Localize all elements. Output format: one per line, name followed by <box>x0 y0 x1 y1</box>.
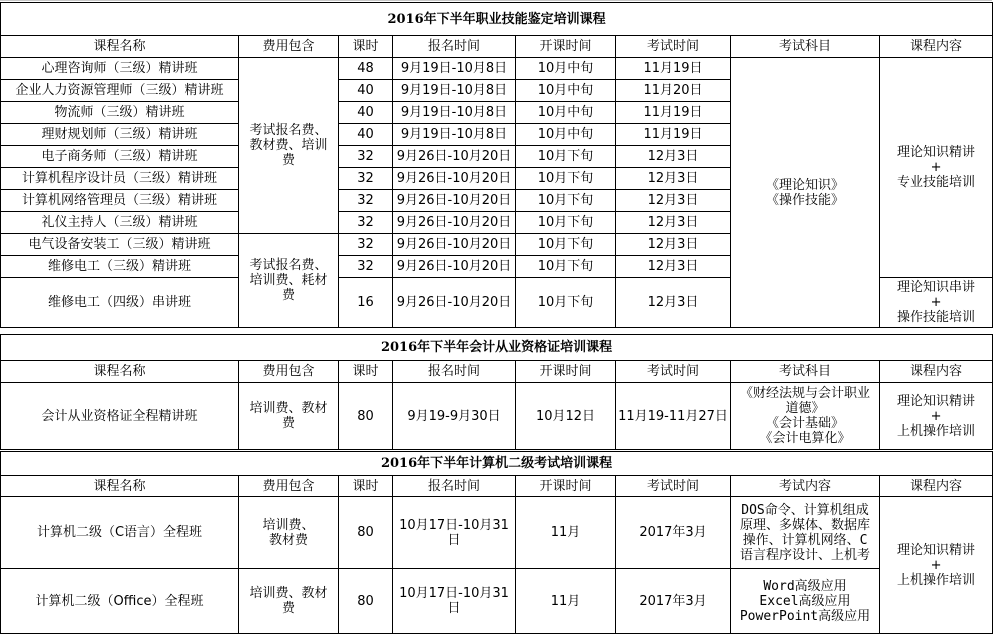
exam-time: 11月19-11月27日 <box>616 383 731 450</box>
exam-time: 11月19日 <box>616 58 731 80</box>
content-line: 专业技能培训 <box>897 175 976 190</box>
signup-time: 9月26日-10月20日 <box>393 278 516 328</box>
header-fee: 费用包含 <box>239 476 339 497</box>
hours: 16 <box>339 278 393 328</box>
hours: 80 <box>339 569 393 634</box>
signup-time: 10月17日-10月31日 <box>393 569 516 634</box>
exam-time: 12月3日 <box>616 168 731 190</box>
content-cell <box>880 497 993 634</box>
header-signup: 报名时间 <box>393 361 516 383</box>
exam-time: 11月19日 <box>616 124 731 146</box>
signup-time: 9月26日-10月20日 <box>393 146 516 168</box>
content-line: + <box>930 160 942 175</box>
header-hours: 课时 <box>339 361 393 383</box>
section2-header-row <box>1 361 993 383</box>
header-hours: 课时 <box>339 476 393 497</box>
fee-cell <box>239 58 339 234</box>
content-cell <box>880 278 993 328</box>
header-content: 课程内容 <box>880 36 993 58</box>
hours: 32 <box>339 234 393 256</box>
start-time: 10月下旬 <box>516 212 616 234</box>
fee-line: 费 <box>281 153 295 168</box>
header-course-name: 课程名称 <box>1 36 239 58</box>
fee-line: 费 <box>281 601 295 616</box>
fee-line: 教材费、培训 <box>249 138 328 153</box>
start-time: 10月下旬 <box>516 190 616 212</box>
exam-content-line: PowerPoint高级应用 <box>739 608 871 624</box>
content-cell <box>880 58 993 278</box>
hours: 40 <box>339 102 393 124</box>
header-content: 课程内容 <box>880 476 993 497</box>
subject-line: 道德》 <box>785 401 825 416</box>
signup-time: 9月26日-10月20日 <box>393 256 516 278</box>
signup-time: 9月26日-10月20日 <box>393 190 516 212</box>
course-name: 计算机程序设计员（三级）精讲班 <box>1 168 239 190</box>
start-time: 10月下旬 <box>516 278 616 328</box>
hours: 32 <box>339 190 393 212</box>
start-time: 10月中旬 <box>516 124 616 146</box>
start-time: 10月12日 <box>516 383 616 450</box>
fee-line: 费 <box>281 416 295 431</box>
header-fee: 费用包含 <box>239 36 339 58</box>
section3-header-row <box>1 476 993 497</box>
exam-content-line: 语言程序设计、上机考 <box>739 547 870 563</box>
header-hours: 课时 <box>339 36 393 58</box>
start-time: 11月 <box>516 497 616 569</box>
exam-time: 12月3日 <box>616 212 731 234</box>
header-exam-content: 考试内容 <box>731 476 880 497</box>
header-start: 开课时间 <box>516 476 616 497</box>
exam-time: 12月3日 <box>616 256 731 278</box>
exam-time: 12月3日 <box>616 146 731 168</box>
content-line: 上机操作培训 <box>897 423 976 439</box>
header-exam-time: 考试时间 <box>616 476 731 497</box>
exam-content-line: 操作、计算机网络、C <box>742 532 868 548</box>
subjects-cell <box>731 383 880 450</box>
course-name: 心理咨询师（三级）精讲班 <box>1 58 239 80</box>
subjects-cell <box>731 58 880 328</box>
fee-line: 培训费、 <box>262 517 315 533</box>
header-exam-time: 考试时间 <box>616 361 731 383</box>
fee-cell <box>239 234 339 328</box>
start-time: 11月 <box>516 569 616 634</box>
subject-line: 《财经法规与会计职业 <box>739 386 870 401</box>
exam-content-cell <box>731 497 880 569</box>
hours: 32 <box>339 212 393 234</box>
start-time: 10月下旬 <box>516 234 616 256</box>
course-name: 计算机二级（Office）全程班 <box>1 569 239 634</box>
start-time: 10月下旬 <box>516 146 616 168</box>
signup-time: 9月19日-10月8日 <box>393 124 516 146</box>
signup-time: 10月17日-10月31日 <box>393 497 516 569</box>
section2-title: 2016年下半年会计从业资格证培训课程 <box>1 335 993 361</box>
content-line: + <box>930 295 942 310</box>
header-signup: 报名时间 <box>393 476 516 497</box>
exam-time: 12月3日 <box>616 278 731 328</box>
start-time: 10月中旬 <box>516 58 616 80</box>
content-line: 操作技能培训 <box>897 310 976 325</box>
course-name: 计算机二级（C语言）全程班 <box>1 497 239 569</box>
fee-line: 培训费、教材 <box>249 401 328 416</box>
course-name: 会计从业资格证全程精讲班 <box>1 383 239 450</box>
content-line: 上机操作培训 <box>897 572 976 588</box>
hours: 48 <box>339 58 393 80</box>
content-line: + <box>930 408 942 424</box>
course-name: 礼仪主持人（三级）精讲班 <box>1 212 239 234</box>
course-name: 理财规划师（三级）精讲班 <box>1 124 239 146</box>
start-time: 10月下旬 <box>516 168 616 190</box>
hours: 80 <box>339 383 393 450</box>
table-row <box>1 58 993 80</box>
signup-time: 9月26日-10月20日 <box>393 234 516 256</box>
header-exam-time: 考试时间 <box>616 36 731 58</box>
exam-content-line: DOS命令、计算机组成 <box>741 502 869 518</box>
header-content: 课程内容 <box>880 361 993 383</box>
section2-table <box>0 334 993 450</box>
course-name: 物流师（三级）精讲班 <box>1 102 239 124</box>
hours: 40 <box>339 124 393 146</box>
content-cell <box>880 383 993 450</box>
signup-time: 9月26日-10月20日 <box>393 212 516 234</box>
hours: 32 <box>339 146 393 168</box>
fee-line: 费 <box>281 288 295 303</box>
start-time: 10月下旬 <box>516 256 616 278</box>
content-line: 理论知识精讲 <box>897 542 976 558</box>
start-time: 10月中旬 <box>516 80 616 102</box>
exam-content-line: 原理、多媒体、数据库 <box>739 517 870 533</box>
subject-line: 《会计基础》 <box>765 416 844 431</box>
fee-line: 培训费、耗材 <box>249 273 328 288</box>
header-signup: 报名时间 <box>393 36 516 58</box>
signup-time: 9月19日-10月8日 <box>393 80 516 102</box>
section3-title: 2016年下半年计算机二级考试培训课程 <box>1 452 993 476</box>
course-name: 企业人力资源管理师（三级）精讲班 <box>1 80 239 102</box>
course-name: 计算机网络管理员（三级）精讲班 <box>1 190 239 212</box>
fee-line: 教材费 <box>268 532 308 548</box>
table-row <box>1 383 993 450</box>
content-line: 理论知识串讲 <box>897 280 976 295</box>
subject-line: 《会计电算化》 <box>759 431 851 446</box>
signup-time: 9月19-9月30日 <box>393 383 516 450</box>
course-name: 维修电工（三级）精讲班 <box>1 256 239 278</box>
exam-content-cell <box>731 569 880 634</box>
section1-header-row <box>1 36 993 58</box>
start-time: 10月中旬 <box>516 102 616 124</box>
hours: 40 <box>339 80 393 102</box>
hours: 80 <box>339 497 393 569</box>
exam-time: 12月3日 <box>616 234 731 256</box>
header-subjects: 考试科目 <box>731 36 880 58</box>
course-name: 电子商务师（三级）精讲班 <box>1 146 239 168</box>
content-line: + <box>930 557 942 573</box>
exam-content-line: Excel高级应用 <box>759 593 851 609</box>
subject-line: 《操作技能》 <box>765 192 844 208</box>
exam-time: 11月20日 <box>616 80 731 102</box>
fee-line: 培训费、教材 <box>249 586 328 601</box>
table-row <box>1 569 993 634</box>
section1-table <box>0 2 993 328</box>
exam-time: 2017年3月 <box>616 497 731 569</box>
exam-time: 2017年3月 <box>616 569 731 634</box>
fee-cell <box>239 497 339 569</box>
hours: 32 <box>339 168 393 190</box>
exam-time: 11月19日 <box>616 102 731 124</box>
hours: 32 <box>339 256 393 278</box>
fee-cell <box>239 383 339 450</box>
fee-line: 考试报名费、 <box>249 123 328 138</box>
content-line: 理论知识精讲 <box>897 393 976 409</box>
exam-time: 12月3日 <box>616 190 731 212</box>
section1-title: 2016年下半年职业技能鉴定培训课程 <box>1 3 993 36</box>
fee-cell <box>239 569 339 634</box>
course-name: 维修电工（四级）串讲班 <box>1 278 239 328</box>
signup-time: 9月26日-10月20日 <box>393 168 516 190</box>
header-course-name: 课程名称 <box>1 361 239 383</box>
header-start: 开课时间 <box>516 361 616 383</box>
content-line: 理论知识精讲 <box>897 145 976 160</box>
signup-time: 9月19日-10月8日 <box>393 102 516 124</box>
subject-line: 《理论知识》 <box>765 177 844 193</box>
fee-line: 考试报名费、 <box>249 258 328 273</box>
course-name: 电气设备安装工（三级）精讲班 <box>1 234 239 256</box>
section3-table <box>0 451 993 634</box>
signup-time: 9月19日-10月8日 <box>393 58 516 80</box>
exam-content-line: Word高级应用 <box>763 578 847 594</box>
header-fee: 费用包含 <box>239 361 339 383</box>
table-row <box>1 497 993 569</box>
header-subjects: 考试科目 <box>731 361 880 383</box>
header-start: 开课时间 <box>516 36 616 58</box>
header-course-name: 课程名称 <box>1 476 239 497</box>
